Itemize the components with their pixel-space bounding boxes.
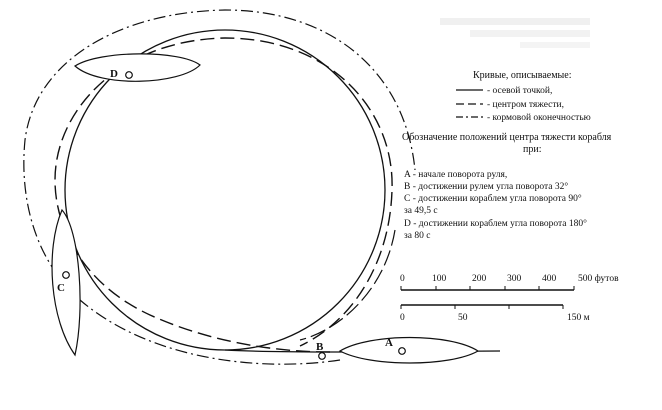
scale-meters: [400, 305, 590, 323]
scale-feet-tick-200: 200: [472, 274, 487, 284]
legend-heading: Кривые, описываемые:: [473, 70, 572, 81]
position-C-text: C - достижении кораблем угла поворота 90°: [404, 194, 582, 204]
point-B-label: B: [316, 341, 324, 353]
position-C-time: за 49,5 с: [404, 206, 438, 216]
legend-label-cog: - центром тяжести,: [487, 100, 565, 110]
position-B-text: B - достижении рулем угла поворота 32°: [404, 182, 569, 192]
legend: [456, 70, 591, 123]
cog-curve: [55, 38, 392, 352]
scale-meters-end-label: 150 м: [567, 313, 590, 323]
scale-feet-end-label: 500 футов: [578, 274, 619, 284]
point-A-label: A: [385, 337, 393, 349]
legend-label-axis: - осевой точкой,: [487, 86, 553, 96]
position-D-time: за 80 с: [404, 231, 431, 241]
point-B-marker: [319, 353, 326, 360]
scale-feet-tick-300: 300: [507, 274, 522, 284]
scale-meters-tick-50: 50: [458, 313, 468, 323]
point-A-marker: [399, 348, 406, 355]
hull-at-A: [340, 338, 478, 364]
scale-meters-tick-0: 0: [400, 313, 405, 323]
scale-feet-tick-0: 0: [400, 274, 405, 284]
hull-at-D: [75, 54, 200, 81]
position-A-text: A - начале поворота руля,: [404, 170, 508, 180]
positions-heading-line2: при:: [523, 144, 542, 155]
legend-label-stern: - кормовой оконечностью: [487, 113, 591, 123]
positions-heading-line1: Обозначение положений центра тяжести корабля: [402, 132, 612, 143]
point-C-label: C: [57, 282, 65, 294]
scale-feet-tick-400: 400: [542, 274, 557, 284]
position-D-text: D - достижении кораблем угла поворота 180°: [404, 219, 587, 229]
point-C-marker: [63, 272, 70, 279]
positions-note: [402, 132, 612, 241]
bleed-through-marks: [440, 18, 590, 48]
point-D-label: D: [110, 68, 118, 80]
point-markers: [63, 72, 406, 360]
scale-feet-tick-100: 100: [432, 274, 447, 284]
point-D-marker: [126, 72, 133, 79]
scale-feet: [400, 273, 619, 290]
